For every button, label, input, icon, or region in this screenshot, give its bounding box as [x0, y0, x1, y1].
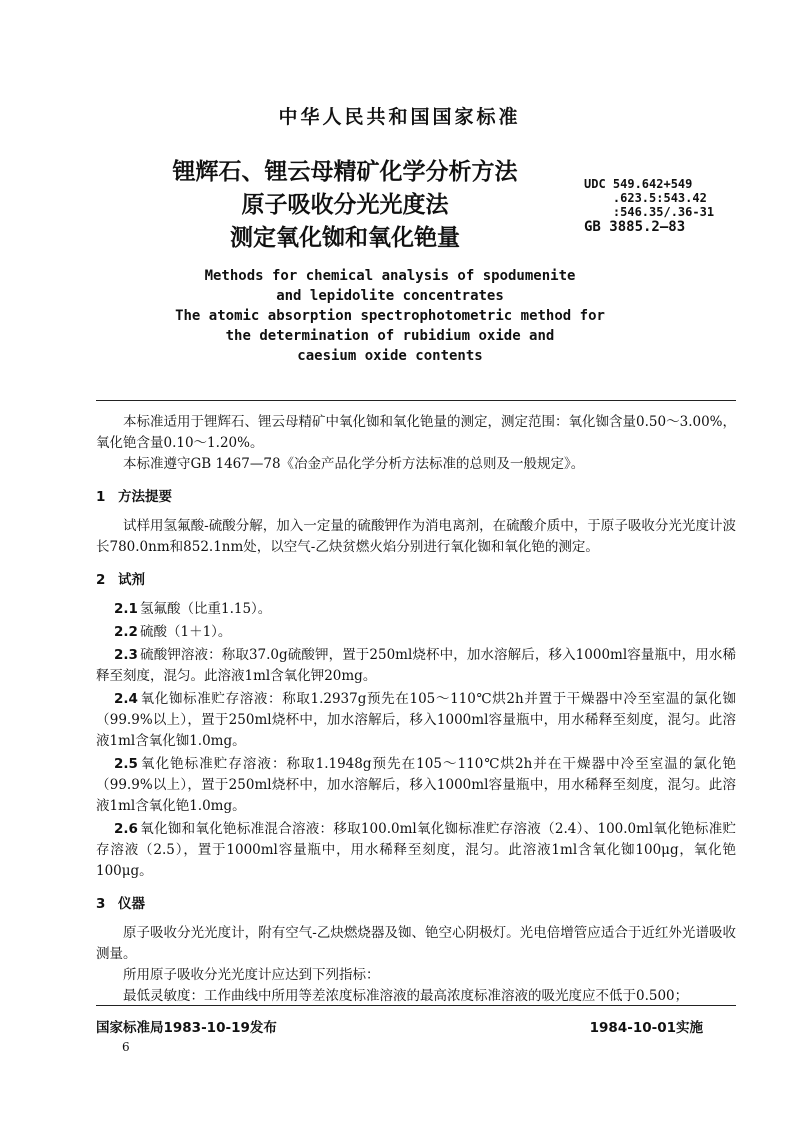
reagent-item: [96, 819, 736, 882]
intro-scope: 本标准适用于锂辉石、锂云母精矿中氧化铷和氧化铯量的测定，测定范围：氧化铷含量0.50～3.00%，氧化铯含量0.10～1.20%。: [96, 414, 736, 451]
section-number: 1: [96, 489, 106, 505]
country-standard-header: 中华人民共和国国家标准: [278, 106, 521, 128]
reagent-item: [96, 689, 736, 752]
intro-compliance: 本标准遵守GB 1467—78《冶金产品化学分析方法标准的总则及一般规定》。: [123, 456, 585, 472]
item-number: 2.6: [114, 821, 138, 837]
section-number: 2: [96, 572, 106, 588]
english-title-line-1: Methods for chemical analysis of spodumenite: [204, 268, 576, 284]
chinese-title-line-3: 测定氧化铷和氧化铯量: [230, 225, 460, 251]
item-number: 2.2: [114, 624, 138, 640]
english-title-line-2: and lepidolite concentrates: [276, 288, 504, 304]
english-title-line-5: caesium oxide contents: [297, 348, 483, 364]
item-text: 氢氟酸（比重1.15）。: [140, 601, 272, 617]
section-title: 方法提要: [118, 489, 172, 505]
item-text: 硫酸钾溶液：称取37.0g硫酸钾，置于250ml烧杯中，加水溶解后，移入1000ml容量瓶中，用水稀释至刻度，混匀。此溶液1ml含氧化钾20mg。: [96, 647, 736, 684]
chinese-title-line-1: 锂辉石、锂云母精矿化学分析方法: [172, 159, 518, 185]
reagent-item: [96, 754, 736, 817]
english-title-line-3: The atomic absorption spectrophotometric method for: [175, 308, 605, 324]
udc-line-2: .623.5:543.42: [584, 191, 707, 205]
section-heading-3: [96, 894, 736, 915]
reagent-item: [96, 599, 736, 620]
english-title: [110, 266, 670, 366]
effective-date: 1984-10-01实施: [589, 1020, 703, 1036]
section-title: 仪器: [118, 896, 145, 912]
footer-divider: [96, 1005, 736, 1006]
udc-line-1: UDC 549.642+549: [584, 177, 693, 191]
item-number: 2.4: [114, 691, 138, 707]
issue-date: 国家标准局1983-10-19发布: [96, 1020, 277, 1036]
item-number: 2.3: [114, 647, 138, 663]
udc-line-3: :546.35/.36-31: [584, 205, 715, 219]
item-text: 氧化铷和氧化铯标准混合溶液：移取100.0ml氧化铷标准贮存溶液（2.4）、100.0ml氧化铯标准贮存溶液（2.5），置于1000ml容量瓶中，用水稀释至刻度，混匀。此溶液1ml含氧化铷100μg，氧化铯100μg。: [96, 821, 736, 879]
section-heading-2: [96, 570, 736, 591]
section-title: 试剂: [118, 572, 145, 588]
section-3-sensitivity: 最低灵敏度：工作曲线中所用等差浓度标准溶液的最高浓度标准溶液的吸光度应不低于0.500；: [123, 988, 689, 1004]
udc-classification: [584, 177, 794, 235]
section-number: 3: [96, 896, 106, 912]
header-divider: [96, 400, 736, 401]
english-title-line-4: the determination of rubidium oxide and: [225, 328, 555, 344]
item-text: 硫酸（1＋1）。: [140, 624, 232, 640]
chinese-title: [170, 156, 520, 255]
page-number: 6: [122, 1040, 130, 1054]
document-body: [96, 412, 736, 1007]
item-number: 2.5: [114, 756, 138, 772]
item-text: 氧化铷标准贮存溶液：称取1.2937g预先在105～110℃烘2h并置于干燥器中冷至室温的氯化铷（99.9%以上），置于250ml烧杯中，加水溶解后，移入1000ml容量瓶中，用水稀释至刻度，混匀。此溶液1ml含氧化铷1.0mg。: [96, 691, 736, 749]
item-number: 2.1: [114, 601, 138, 617]
item-text: 氧化铯标准贮存溶液：称取1.1948g预先在105～110℃烘2h并在干燥器中冷至室温的氯化铯（99.9%以上），置于250ml烧杯中，加水溶解后，移入1000ml容量瓶中，用水稀释至刻度，混匀。此溶液1ml含氧化铯1.0mg。: [96, 756, 736, 814]
reagent-item: [96, 645, 736, 687]
gb-number: GB 3885.2—83: [584, 219, 686, 235]
chinese-title-line-2: 原子吸收分光光度法: [241, 192, 449, 218]
section-3-requirements: 所用原子吸收分光光度计应达到下列指标：: [123, 967, 380, 983]
section-3-text: 原子吸收分光光度计，附有空气-乙炔燃烧器及铷、铯空心阴极灯。光电倍增管应适合于近红外光谱吸收测量。: [96, 925, 736, 962]
reagent-item: [96, 622, 736, 643]
section-heading-1: [96, 487, 736, 508]
section-1-text: 试样用氢氟酸-硫酸分解，加入一定量的硫酸钾作为消电离剂，在硫酸介质中，于原子吸收分光光度计波长780.0nm和852.1nm处，以空气-乙炔贫燃火焰分别进行氧化铷和氧化铯的测定。: [96, 518, 736, 555]
